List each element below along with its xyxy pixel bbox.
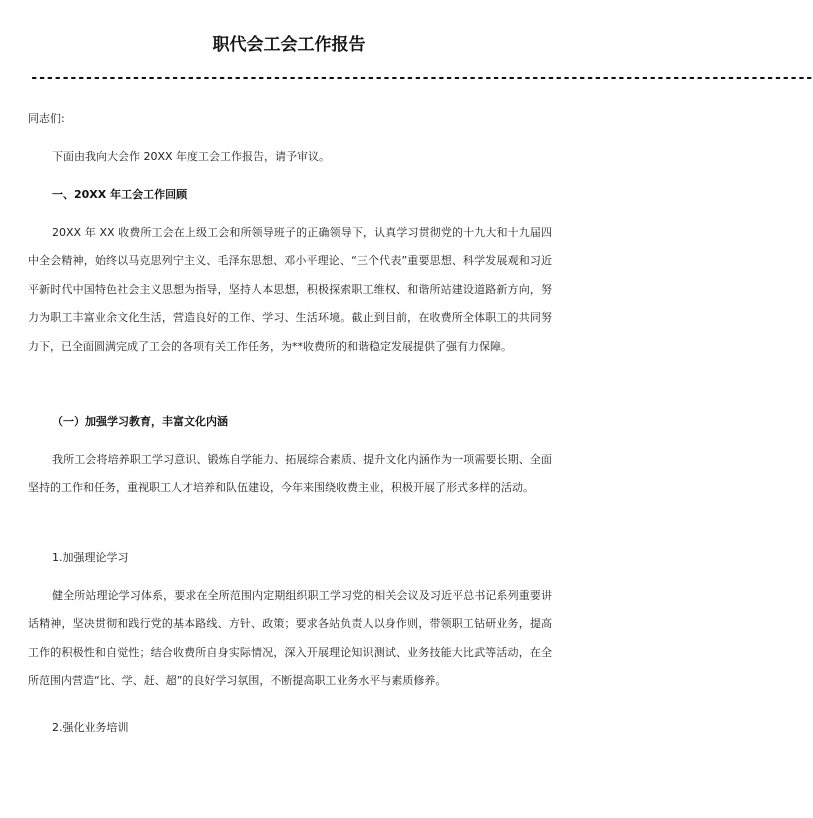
page-title: 职代会工会工作报告 — [212, 35, 366, 55]
body-paragraph: 我所工会将培养职工学习意识、锻炼自学能力、拓展综合素质、提升文化内涵作为一项需要长期、全面坚持的工作和任务，重视职工人才培养和队伍建设，今年来围绕收费主业，积极开展了形式多样的活动。 — [28, 453, 552, 495]
intro-paragraph: 下面由我向大会作 20XX 年度工会工作报告，请予审议。 — [52, 150, 331, 163]
body-paragraph: 健全所站理论学习体系，要求在全所范围内定期组织职工学习党的相关会议及习近平总书记系列重要讲话精神，坚决贯彻和践行党的基本路线、方针、政策；要求各站负责人以身作则，带领职工钻研业务，提高工作的积极性和自觉性；结合收费所自身实际情况，深入开展理论知识测试、业务技能大比武等活动，在全所范围内营造“比、学、赶、超”的良好学习氛围，不断提高职工业务水平与素质修养。 — [28, 589, 552, 688]
body-paragraph: 20XX 年 XX 收费所工会在上级工会和所领导班子的正确领导下，认真学习贯彻党的十九大和十九届四中全会精神，始终以马克思列宁主义、毛泽东思想、邓小平理论、“三个代表”重要思想、科学发展观和习近平新时代中国特色社会主义思想为指导，坚持人本思想，积极探索职工维权、和谐所站建设道路新方向，努力为职工丰富业余文化生活，营造良好的工作、学习、生活环境。截止到目前，在收费所全体职工的共同努力下，已全面圆满完成了工会的各项有关工作任务，为**收费所的和谐稳定发展提供了强有力保障。 — [28, 226, 552, 353]
separator-line: ---------------------------------------------------------------------------------------------------- — [30, 70, 813, 86]
item-heading: 2.强化业务培训 — [52, 721, 129, 734]
subsection-heading: （一）加强学习教育，丰富文化内涵 — [52, 415, 228, 428]
item-heading: 1.加强理论学习 — [52, 551, 129, 564]
salutation: 同志们: — [28, 112, 65, 125]
section-heading: 一、20XX 年工会工作回顾 — [52, 188, 188, 201]
